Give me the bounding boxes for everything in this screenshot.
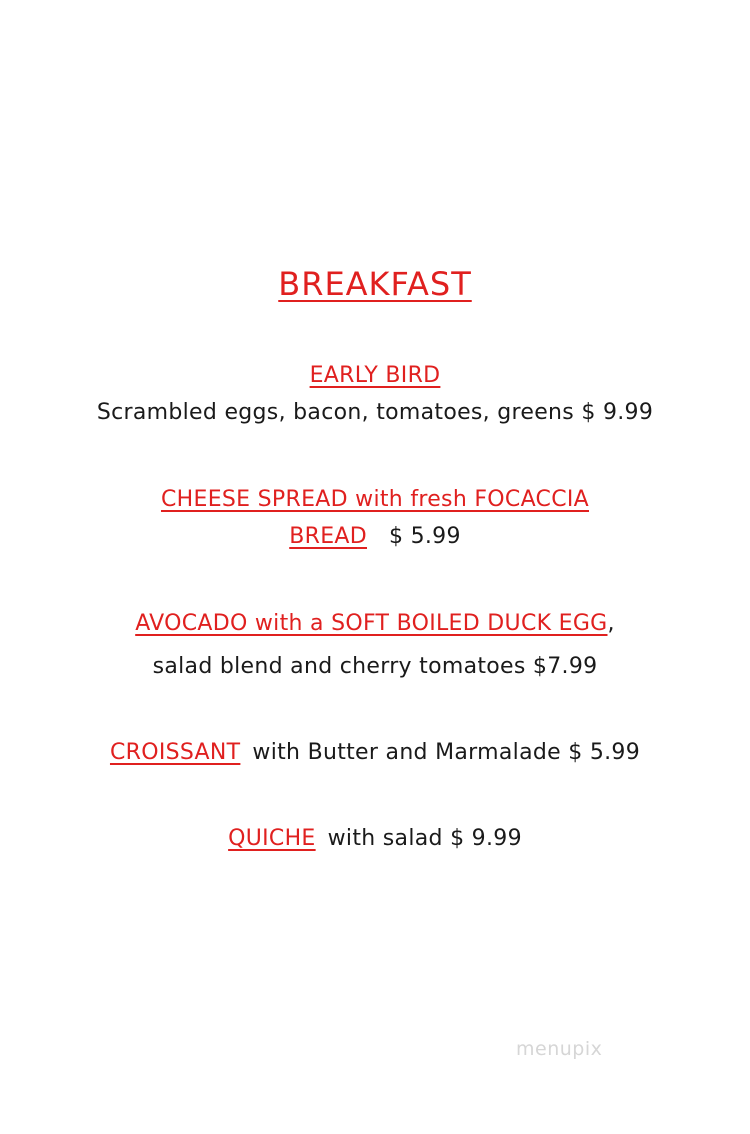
menu-item-early-bird-desc-row: [0, 398, 750, 428]
menu-item-avocado-desc-row: [0, 652, 750, 682]
menu-item-description: with Butter and Marmalade $ 5.99: [252, 740, 641, 765]
menu-item-avocado-name-row: [0, 609, 750, 639]
menu-item-name: QUICHE: [228, 826, 316, 851]
menu-item-name: AVOCADO with a SOFT BOILED DUCK EGG: [135, 611, 608, 636]
menu-item-name: CHEESE SPREAD with fresh FOCACCIA: [160, 487, 590, 512]
menu-item-price: $ 5.99: [389, 524, 461, 549]
menu-item-name-suffix: ,: [607, 611, 615, 636]
menu-item-description: with salad $ 9.99: [327, 826, 522, 851]
menu-item-cheese-spread-row2: [0, 522, 750, 552]
menu-item-description: salad blend and cherry tomatoes $7.99: [152, 654, 598, 679]
watermark-logo: menupix: [516, 1038, 603, 1060]
menu-item-description: Scrambled eggs, bacon, tomatoes, greens $ 9.99: [96, 400, 654, 425]
menu-item-name-continued: BREAD: [289, 524, 367, 549]
menu-item-quiche-row: [0, 824, 750, 854]
menu-item-name: CROISSANT: [109, 740, 241, 765]
menu-item-name: EARLY BIRD: [309, 363, 441, 388]
menu-item-cheese-spread-name-row: [0, 485, 750, 515]
menu-item-early-bird-name-row: [0, 361, 750, 391]
menu-title: BREAKFAST: [278, 265, 472, 303]
menu-item-croissant-row: [0, 738, 750, 768]
menu-title-row: [0, 264, 750, 304]
